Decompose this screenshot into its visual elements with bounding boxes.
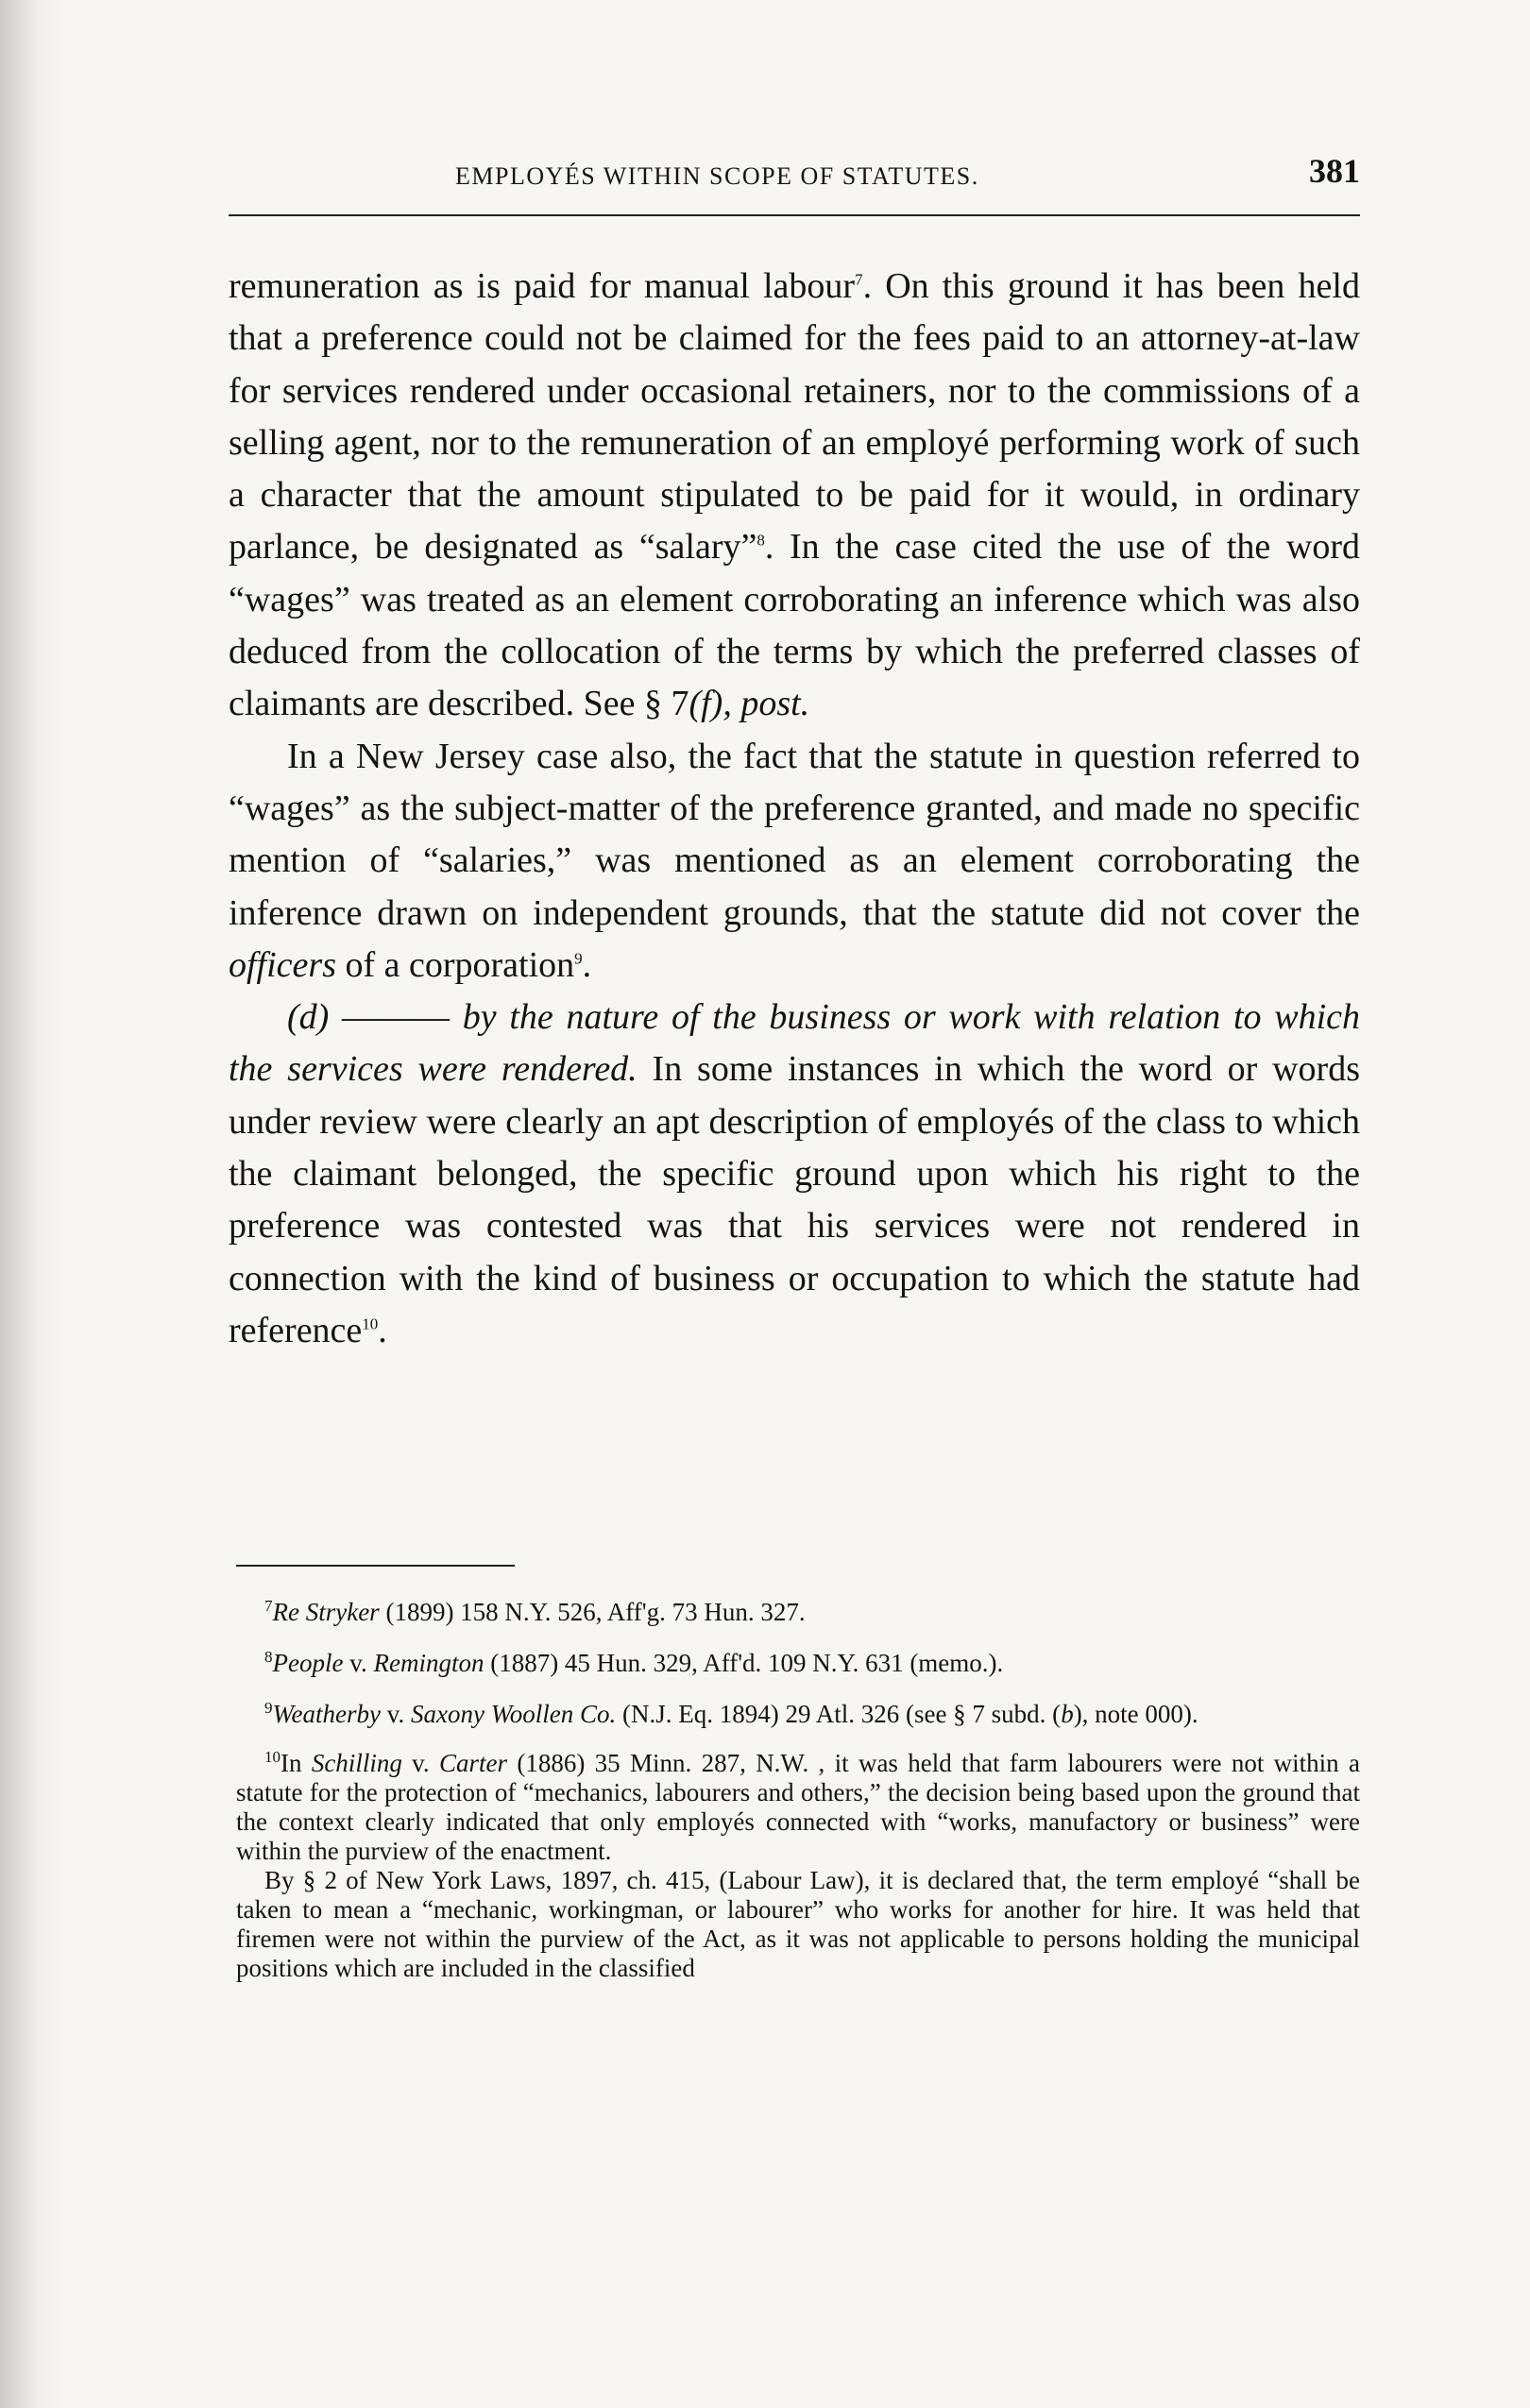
footnote-8-party2: Remington [373,1649,484,1677]
p1-cross-reference: (f), post. [688,684,810,724]
p1-text-b: . On this ground it has been held that a preference could not be claimed for the fees paid to an attorney-at-law for services rendered under occasional retainers, nor to the commissions of a selling agent, nor to the remuneration of an employé performing work of such a character that the amount stipulated to be paid for it would, in ordinary parlance, be designated as “salary” [229,266,1360,568]
section-heading: by the nature of the business or work with relation to which the services were rendered. [229,997,1360,1090]
main-body [229,261,1360,1357]
section-label: (d) [287,997,330,1038]
footnote-8-party1: People [272,1649,344,1677]
footnote-9-v: v. [380,1700,411,1728]
footnote-ref-8: 8 [756,531,765,550]
footnote-10-continuation: By § 2 of New York Laws, 1897, ch. 415, (Labour Law), it is declared that, the term employé “shall be taken to mean a “mechanic, workingman, or labourer” who works for another for hire. It was held that firemen were not within the purview of the Act, as it was not applicable to persons holding the municipal positions which are included in the classified [236,1866,1360,1982]
footnote-8-v: v. [343,1649,374,1677]
footnote-9-subd: b [1061,1700,1074,1728]
p2-text-b: of a corporation [335,944,575,985]
page-header [229,151,1360,198]
footnote-10-marker: 10 [264,1748,280,1766]
footnote-7 [236,1596,1360,1628]
paragraph-2 [229,731,1360,992]
footnote-ref-10: 10 [362,1314,379,1333]
p2-text-c: . [582,944,592,985]
footnote-7-marker: 7 [264,1597,273,1615]
p3-text-b: . [378,1310,387,1350]
p3-text-a: In some instances in which the word or words under review were clearly an apt description of employés of the class to which the claimant belonged, the specific ground upon which his right to the preference was contested was that his services were not rendered in connection with the kind of business or occupation to which the statute had reference [229,1049,1361,1350]
footnote-9-text2: ), note 000). [1073,1700,1198,1728]
footnote-8-marker: 8 [264,1648,273,1666]
footnote-8 [236,1647,1360,1679]
footnote-ref-9: 9 [574,949,583,968]
p2-text-a: In a New Jersey case also, the fact that the statute in question referred to “wages” as the subject-matter of the preference granted, and made no specific mention of “salaries,” was mentioned as an element corroborating the inference drawn on independent grounds, that the statute did not cover the [229,736,1360,933]
footnote-9-marker: 9 [264,1699,273,1717]
footnotes [236,1596,1360,1983]
footnote-7-case: Re Stryker [272,1598,380,1626]
scan-edge-shadow [0,0,66,2408]
header-rule [229,214,1360,216]
footnote-9-text: (N.J. Eq. 1894) 29 Atl. 326 (see § 7 subd. ( [616,1700,1062,1728]
footnote-9 [236,1698,1360,1730]
footnote-7-text: (1899) 158 N.Y. 526, Aff'g. 73 Hun. 327. [379,1598,806,1626]
page-number: 381 [1309,152,1360,190]
section-dash: ——— [342,997,450,1038]
footnote-9-party2: Saxony Woollen Co. [410,1700,617,1728]
footnote-10-v: v. [401,1749,439,1777]
footnote-10-party1: Schilling [311,1749,402,1777]
p1-text-c: . In the case cited the use of the word “wages” was treated as an element corroborating an inference which was also deduced from the collocation of the terms by which the preferred classes of claimants are described. See § 7 [229,527,1360,724]
footnote-10-in: In [280,1749,312,1777]
paragraph-1 [229,261,1360,731]
p1-text-a: remuneration as is paid for manual labour [229,266,856,306]
footnote-9-party1: Weatherby [272,1700,381,1728]
footnote-10-text: (1886) 35 Minn. 287, N.W. , it was held that farm labourers were not within a statute for the protection of “mechanics, labourers and others,” the decision being based upon the ground that the context clearly indicated that only employés connected with “works, manufactory or business” were within the purview of the enactment. [236,1749,1360,1865]
footnote-ref-7: 7 [855,270,863,289]
footnote-10 [236,1749,1360,1866]
footnote-10-party2: Carter [439,1749,508,1777]
footnote-8-text: (1887) 45 Hun. 329, Aff'd. 109 N.Y. 631 (memo.). [484,1649,1004,1677]
running-head: EMPLOYÉS WITHIN SCOPE OF STATUTES. [455,162,979,190]
paragraph-3 [229,992,1360,1357]
p2-officers: officers [229,944,336,985]
footnote-rule [236,1565,515,1567]
